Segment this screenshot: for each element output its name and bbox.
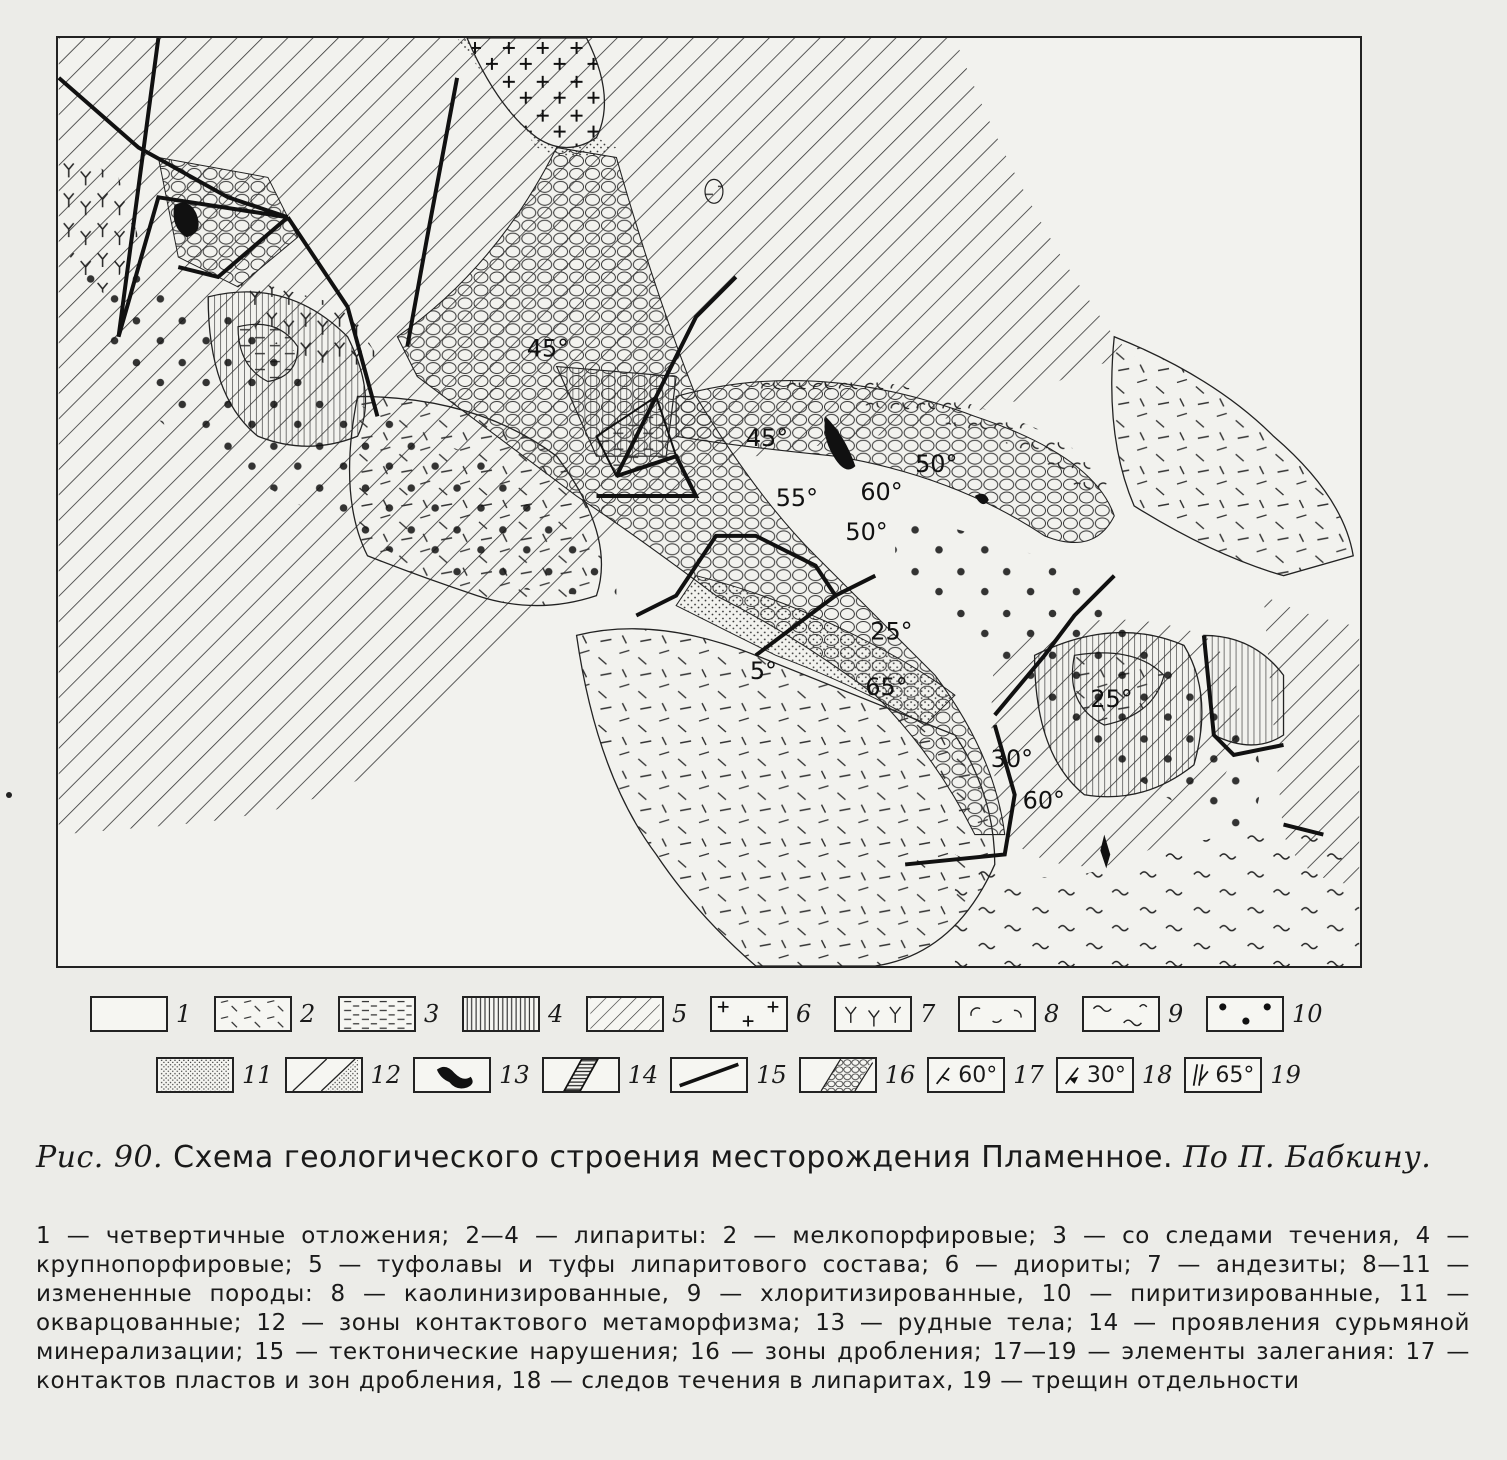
legend-item-11 [156, 1057, 273, 1093]
legend-num: 15 [756, 1061, 787, 1089]
dip-label-5: 50° [915, 450, 958, 479]
swatch-plus-signs [710, 996, 788, 1032]
legend-item-19 [1184, 1057, 1301, 1093]
chloritized-unit [955, 825, 1359, 966]
liparite-unit-northeast [1112, 337, 1353, 576]
dip-label-7: 25° [870, 617, 913, 646]
small-lens [705, 179, 723, 203]
legend-item-16 [799, 1057, 916, 1093]
dip-label-12: 60° [1022, 786, 1065, 815]
scan-speck [6, 792, 12, 798]
swatch-dots [1206, 996, 1284, 1032]
dip-label-6: 50° [845, 517, 888, 546]
legend-num: 18 [1141, 1061, 1173, 1089]
legend-num: 13 [499, 1061, 530, 1089]
legend-item-18 [1056, 1057, 1173, 1093]
legend-num: 12 [370, 1061, 402, 1089]
legend-num: 3 [424, 1000, 440, 1028]
legend-item-9 [1082, 996, 1194, 1032]
dip-angle-text: 30° [1086, 1063, 1126, 1088]
legend-num: 9 [1168, 1000, 1184, 1028]
legend-num: 19 [1270, 1061, 1301, 1089]
legend-num: 16 [884, 1061, 916, 1089]
swatch-breccia [799, 1057, 877, 1093]
swatch-dashes-rows [338, 996, 416, 1032]
swatch-andesite-ticks [834, 996, 912, 1032]
legend-num: 1 [176, 1000, 192, 1028]
swatch-diagonal-lines [586, 996, 664, 1032]
dip-label-4: 60° [860, 478, 903, 507]
legend-item-14 [542, 1057, 659, 1093]
dip-label-10: 25° [1090, 685, 1133, 714]
legend-item-1 [90, 996, 202, 1032]
legend-row-2 [156, 1057, 1313, 1093]
figure-caption [36, 1138, 1466, 1178]
legend-explanation: 1 — четвертичные отложения; 2—4 — липариты: 2 — мелкопорфировые; 3 — со следами течения, 4 — крупнопорфировые; 5 — туфолавы и туфы липаритового состава; 6 — диориты; 7 — андезиты; 8—11 — измененные породы: 8 — каолинизированные, 9 — хлоритизированные, 10 — пиритизированные, 11 — окварцованные; 12 — зоны контактового метаморфизма; 13 — рудные тела; 14 — проявления сурьмяной минерализации; 15 — тектонические нарушения; 16 — зоны дробления; 17—19 — элементы залегания: 17 — контактов пластов и зон дробления, 18 — следов течения в липаритах, 19 — трещин отдельности [36, 1223, 1470, 1394]
legend-num: 11 [242, 1061, 273, 1089]
dip-angle-text: 65° [1215, 1063, 1255, 1088]
dip-label-2: 45° [745, 424, 789, 453]
legend-num: 6 [796, 1000, 812, 1028]
legend-item-17 [927, 1057, 1044, 1093]
dip-label-9: 65° [865, 673, 908, 702]
legend-num: 7 [920, 1000, 936, 1028]
swatch-joint-symbol [1184, 1057, 1262, 1093]
swatch-dip-symbol [927, 1057, 1005, 1093]
legend-item-7 [834, 996, 946, 1032]
swatch-diagonal-stipple [285, 1057, 363, 1093]
legend-item-8 [958, 996, 1070, 1032]
figure-title: Схема геологического строения месторождения Пламенное. [163, 1140, 1184, 1175]
swatch-antimony-zone [542, 1057, 620, 1093]
legend-num: 5 [672, 1000, 688, 1028]
legend-item-13 [413, 1057, 530, 1093]
figure-number: Рис. 90. [36, 1140, 164, 1175]
legend-row-1 [90, 996, 1335, 1032]
dip-angle-text: 60° [958, 1063, 998, 1088]
legend-num: 17 [1013, 1061, 1044, 1089]
legend-item-10 [1206, 996, 1323, 1032]
legend-num: 14 [627, 1061, 659, 1089]
swatch-arcs [958, 996, 1036, 1032]
figure-author: По П. Бабкину. [1183, 1140, 1432, 1175]
swatch-fault-line [670, 1057, 748, 1093]
dip-label-3: 55° [775, 483, 819, 512]
dip-label-1: 45° [526, 334, 570, 363]
swatch-blank [90, 996, 168, 1032]
legend-item-2 [214, 996, 326, 1032]
swatch-ore-body [413, 1057, 491, 1093]
legend-item-6 [710, 996, 822, 1032]
geological-map [56, 36, 1362, 968]
swatch-stipple [156, 1057, 234, 1093]
dip-label-11: 30° [990, 744, 1034, 773]
legend-num: 4 [548, 1000, 564, 1028]
swatch-tildes [1082, 996, 1160, 1032]
dip-label-8: 5° [749, 657, 777, 686]
legend-num: 8 [1044, 1000, 1060, 1028]
legend-item-12 [285, 1057, 402, 1093]
legend-num: 2 [300, 1000, 316, 1028]
legend-num: 10 [1292, 1000, 1323, 1028]
legend-item-4 [462, 996, 574, 1032]
legend-item-3 [338, 996, 450, 1032]
legend-item-5 [586, 996, 698, 1032]
swatch-vertical-lines [462, 996, 540, 1032]
legend-item-15 [670, 1057, 787, 1093]
swatch-dashes-random [214, 996, 292, 1032]
swatch-flow-dip-symbol [1056, 1057, 1134, 1093]
